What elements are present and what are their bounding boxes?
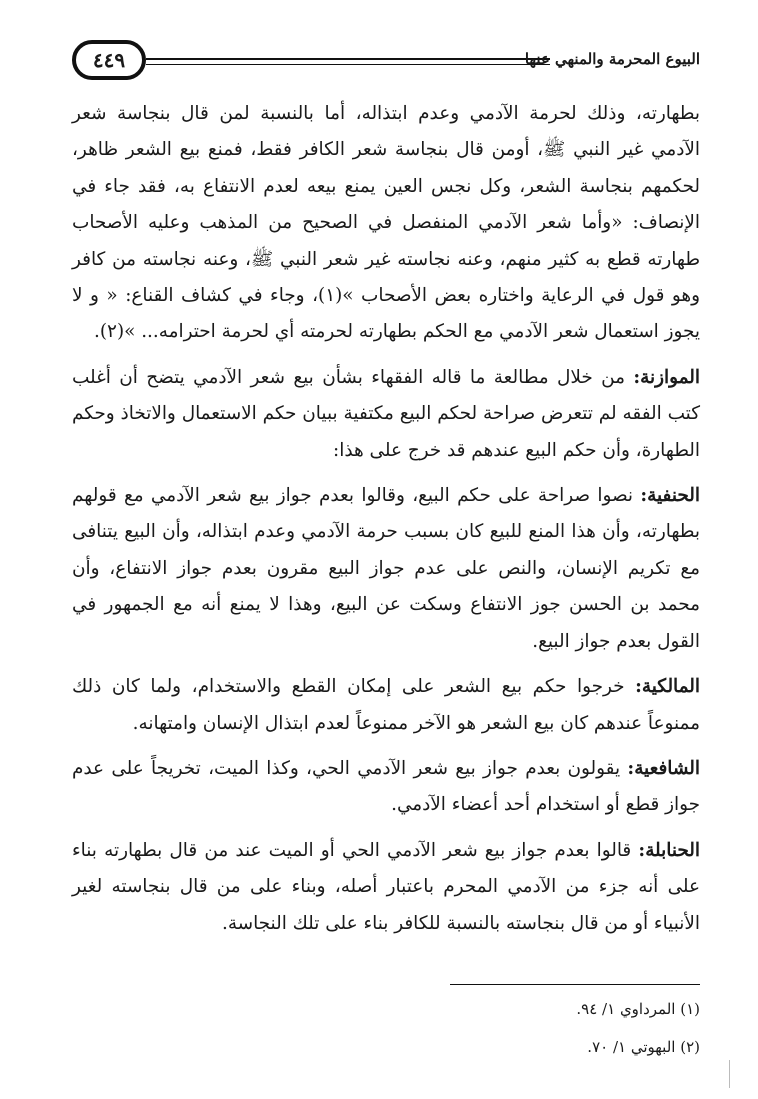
header-rule-thin — [146, 64, 550, 65]
paragraph-heading: الحنفية: — [640, 485, 700, 507]
footnote: (٢) البهوتي ١/ ٧٠. — [587, 1038, 700, 1056]
margin-mark — [729, 1060, 730, 1088]
paragraph-heading: المالكية: — [635, 676, 700, 698]
paragraph-text: خرجوا حكم بيع الشعر على إمكان القطع والاستخدام، ولما كان ذلك ممنوعاً عندهم كان بيع الشعر هو الآخر ممنوعاً لعدم ابتذال الإنسان وامتهانه. — [72, 676, 700, 734]
paragraph-text: قالوا بعدم جواز بيع شعر الآدمي الحي أو الميت عند من قال بطهارته بناء على أنه جزء من الآدمي المحرم باعتبار أصله، وبناء على من قال بنجاسته لغير الأنبياء أو من قال بنجاسته بالنسبة للكافر بناء على تلك النجاسة. — [72, 839, 700, 934]
paragraph-text: من خلال مطالعة ما قاله الفقهاء بشأن بيع شعر الآدمي يتضح أن أغلب كتب الفقه لم تتعرض صراحة لحكم البيع مكتفية ببيان حكم الاستعمال والاتخاذ وحكم الطهارة، وأن حكم البيع عندهم قد خرج على هذا: — [72, 366, 700, 461]
paragraph — [72, 96, 700, 351]
paragraph-text: يقولون بعدم جواز بيع شعر الآدمي الحي، وكذا الميت، تخريجاً على عدم جواز قطع أو استخدام أحد أعضاء الآدمي. — [72, 757, 700, 816]
paragraph-heading: الموازنة: — [633, 366, 700, 388]
paragraph — [72, 833, 700, 942]
paragraph-heading: الشافعية: — [627, 757, 700, 779]
paragraph — [72, 478, 700, 660]
paragraph — [72, 751, 700, 824]
paragraph-text: بطهارته، وذلك لحرمة الآدمي وعدم ابتذاله، أما بالنسبة لمن قال بنجاسة شعر الآدمي غير النبي ﷺ، أومن قال بنجاسة شعر الكافر فقط، فمنع بيع الشعر ظاهر، لحكمهم بنجاسة الشعر، وكل نجس العين يمنع بيعه لعدم الانتفاع به، فقد جاء في الإنصاف: «وأما شعر الآدمي المنفصل في الصحيح من المذهب وعليه الأصحاب طهارته قطع به كثير منهم، وعنه نجاسته غير شعر النبي ﷺ، وعنه نجاسته من كافر وهو قول في الرعاية واختاره بعض الأصحاب »(١)، وجاء في كشاف القناع: « و لا يجوز استعمال شعر الآدمي مع الحكم بطهارته لحرمته أي لحرمة احترامه... »(٢). — [72, 103, 700, 343]
header-rule — [146, 58, 550, 60]
footnotes — [72, 990, 700, 1066]
page-header — [72, 40, 700, 84]
running-title: البيوع المحرمة والمنهي عنها — [524, 50, 700, 68]
footnote: (١) المرداوي ١/ ٩٤. — [576, 1000, 700, 1018]
paragraph-text: نصوا صراحة على حكم البيع، وقالوا بعدم جواز بيع شعر الآدمي مع قولهم بطهارته، وأن هذا المنع للبيع كان بسبب حرمة الآدمي وعدم ابتذاله، وأن البيع يتنافى مع تكريم الإنسان، والنص على عدم جواز البيع مقرون بعدم جواز الانتفاع، وأن محمد بن الحسن جوز الانتفاع وسكت عن البيع، وهذا لا يمنع أنه مع الجمهور في القول بعدم جواز البيع. — [72, 485, 700, 652]
page-number: ٤٤٩ — [72, 40, 146, 80]
footnote-separator — [450, 984, 700, 985]
main-text — [72, 96, 700, 951]
paragraph — [72, 360, 700, 469]
paragraph-heading: الحنابلة: — [638, 839, 700, 861]
paragraph — [72, 669, 700, 742]
